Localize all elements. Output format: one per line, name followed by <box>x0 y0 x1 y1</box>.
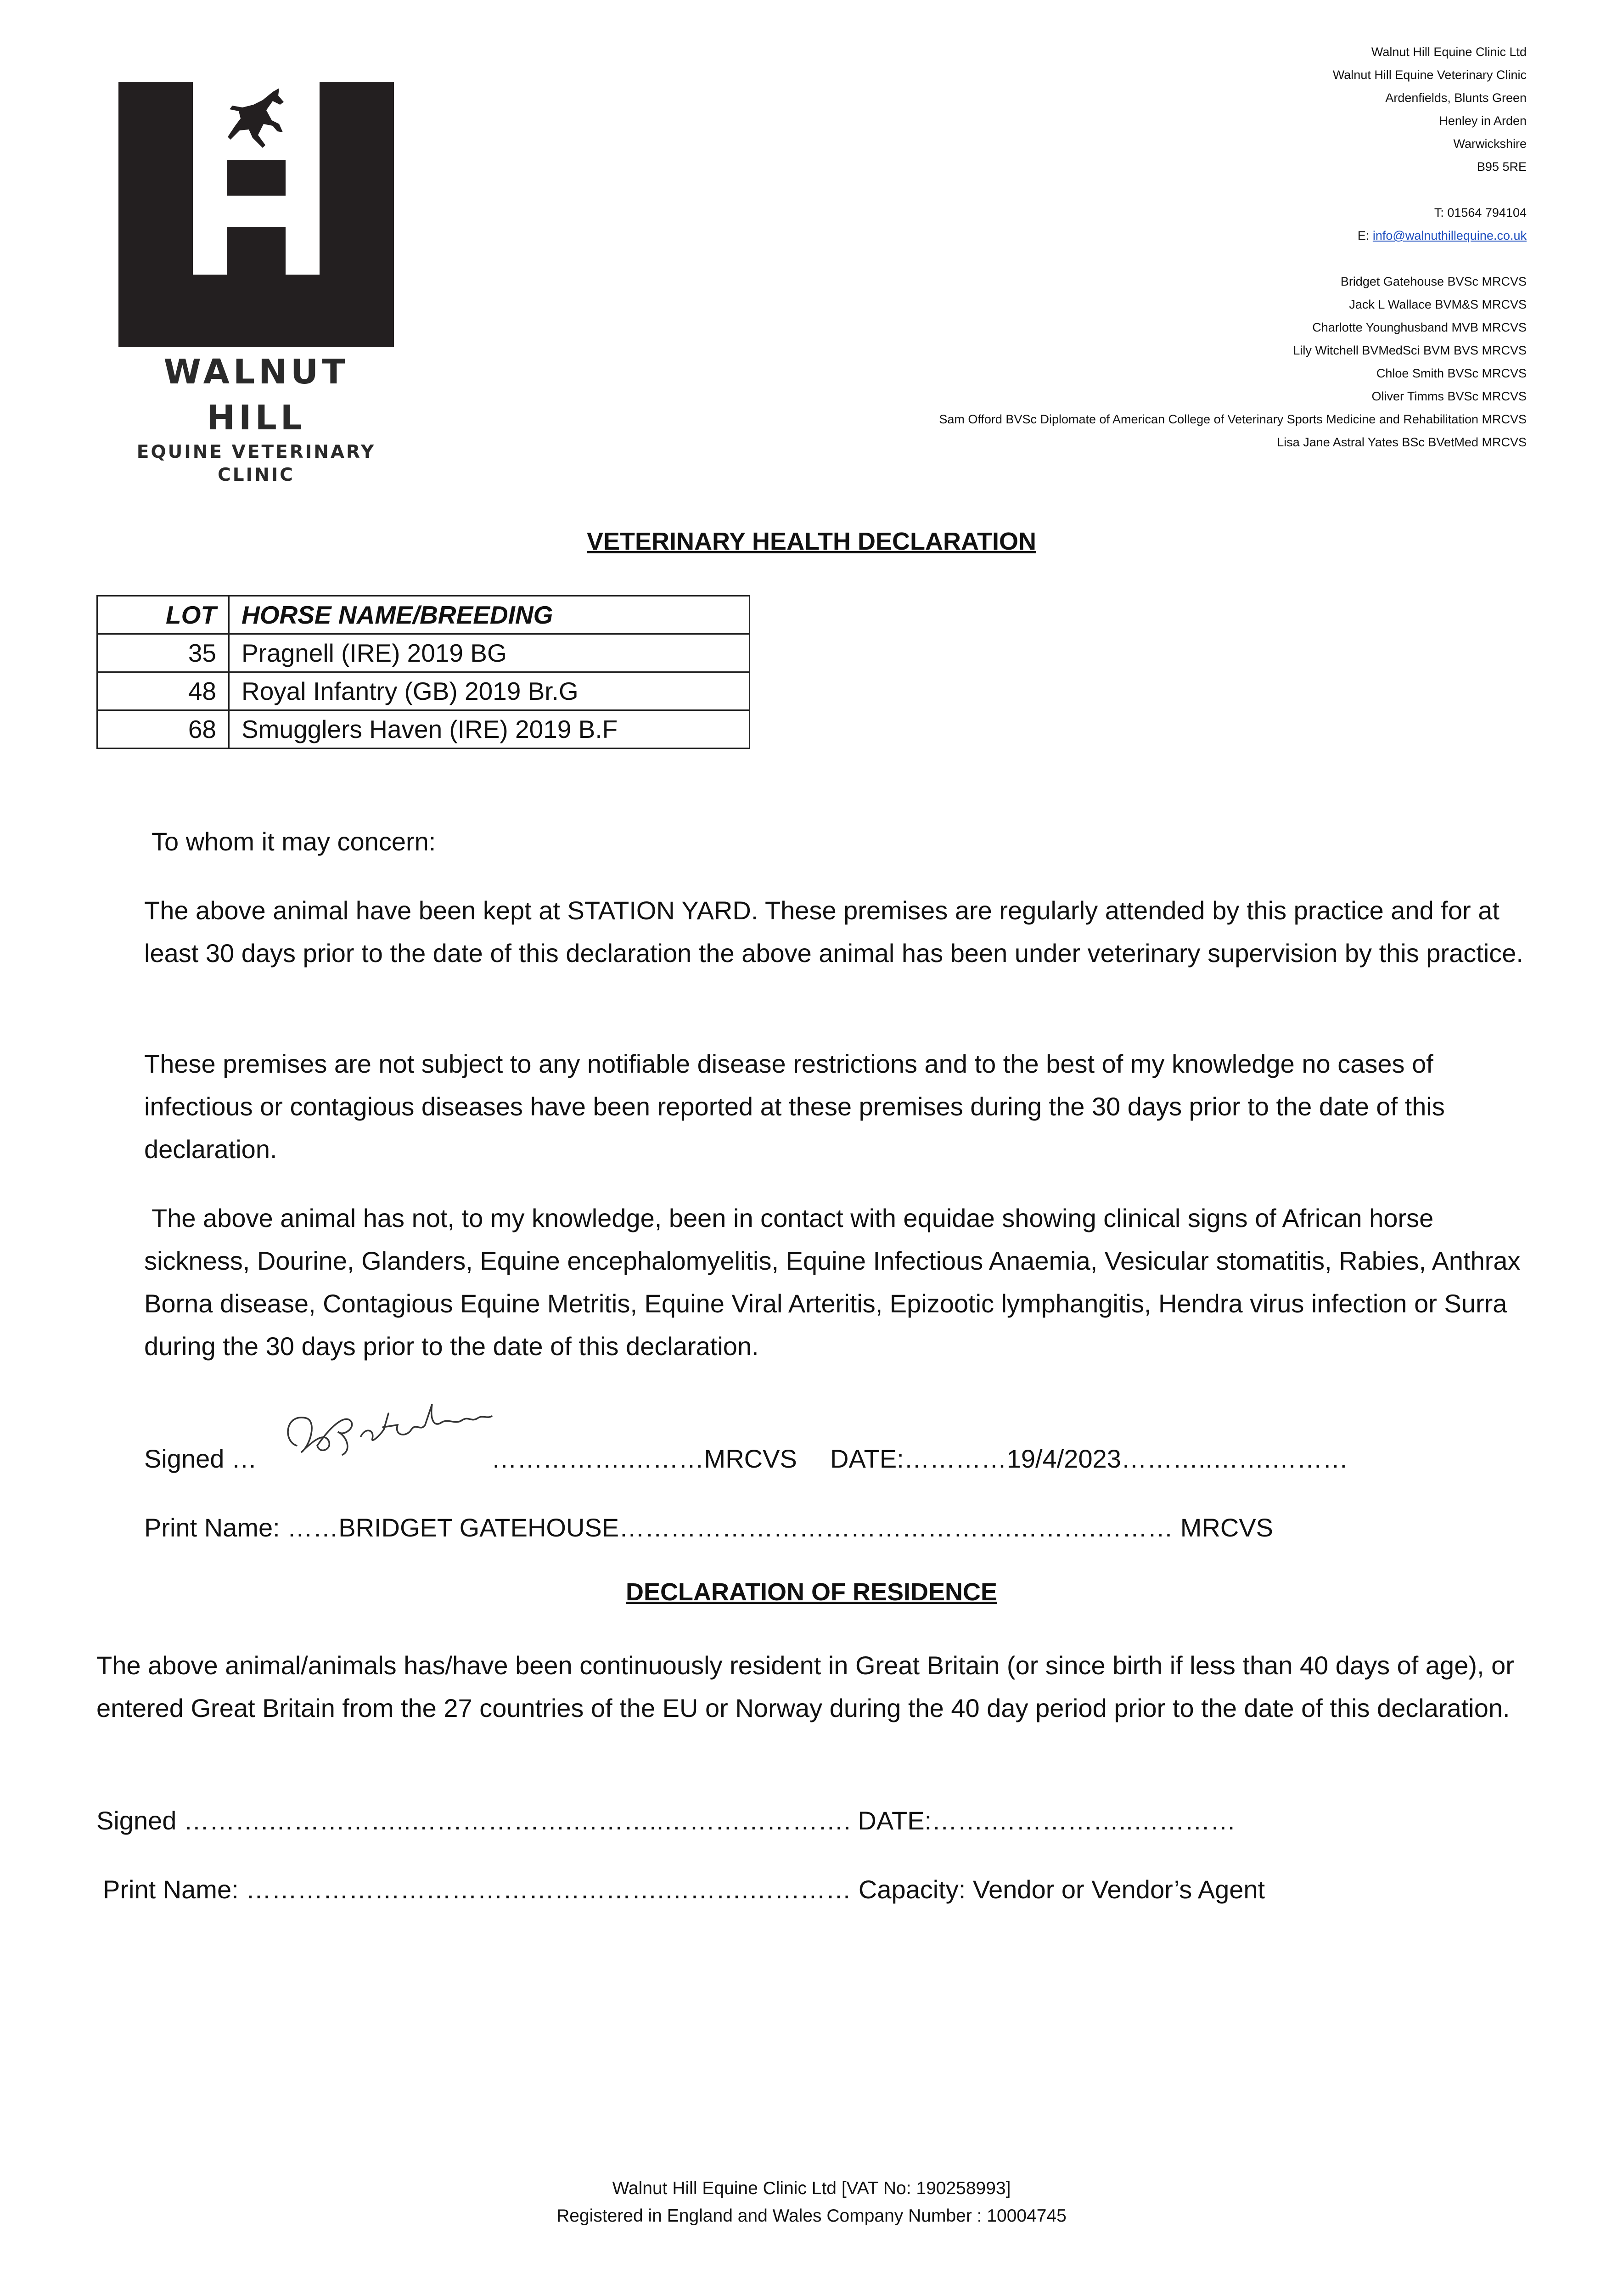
lot-number: 35 <box>97 634 229 672</box>
footer-company-number: Registered in England and Wales Company Number : 10004745 <box>556 2206 1067 2226</box>
email-link[interactable]: info@walnuthillequine.co.uk <box>1372 229 1527 242</box>
residence-paragraph: The above animal/animals has/have been continuously resident in Great Britain (or since birth if less than 40 days of age), or entered Great Britain from the 27 countries of the EU or Norway during the 40 day period prior to the date of this declaration. <box>96 1651 1514 1722</box>
salutation: To whom it may concern: <box>152 827 436 856</box>
address-line: B95 5RE <box>1477 160 1527 174</box>
body-paragraph-disease: These premises are not subject to any notifiable disease restrictions and to the best of my knowledge no cases of infectious or contagious diseases have been reported at these premises during the 30 days prior to the date of this declaration. <box>144 1049 1445 1164</box>
address-line: Walnut Hill Equine Clinic Ltd <box>1371 45 1527 59</box>
vet-name: Sam Offord BVSc Diplomate of American College of Veterinary Sports Medicine and Rehabilitation MRCVS <box>939 412 1527 426</box>
vet-name: Jack L Wallace BVM&S MRCVS <box>1349 298 1527 311</box>
lot-number: 48 <box>97 672 229 710</box>
page-title: VETERINARY HEALTH DECLARATION <box>586 528 1036 555</box>
handwritten-signature <box>274 1386 499 1473</box>
vet-print-name: Print Name: ……BRIDGET GATEHOUSE……………………………………….……….……… MRCVS <box>144 1513 1274 1542</box>
letterhead <box>700 40 1527 454</box>
horse-name: Smugglers Haven (IRE) 2019 B.F <box>229 710 750 748</box>
phone-number: T: 01564 794104 <box>1434 206 1527 219</box>
email-line <box>700 224 1527 247</box>
clinic-brand <box>118 349 394 487</box>
vet-name: Bridget Gatehouse BVSc MRCVS <box>1340 275 1527 288</box>
logo-letter-h-bar <box>193 196 320 227</box>
table-header-row <box>97 596 750 634</box>
brand-name: WALNUT HILL <box>163 352 349 438</box>
table-row <box>97 710 750 748</box>
address-line: Henley in Arden <box>1439 114 1527 128</box>
vet-name: Charlotte Younghusband MVB MRCVS <box>1312 321 1527 334</box>
residence-print-line: Print Name: ………………………………………….……….………… Capacity: Vendor or Vendor’s Agent <box>103 1875 1265 1904</box>
table-row <box>97 672 750 710</box>
vet-name: Chloe Smith BVSc MRCVS <box>1376 366 1527 380</box>
vet-name: Lily Witchell BVMedSci BVM BVS MRCVS <box>1293 343 1527 357</box>
page-footer <box>0 2175 1623 2230</box>
brand-subtitle: EQUINE VETERINARY CLINIC <box>136 442 376 485</box>
vet-signature-date: DATE:…………19/4/2023………..…….……… <box>830 1444 1348 1473</box>
address-line: Warwickshire <box>1453 137 1527 151</box>
horse-name: Royal Infantry (GB) 2019 Br.G <box>229 672 750 710</box>
lot-number: 68 <box>97 710 229 748</box>
lot-table <box>96 595 750 749</box>
body-paragraph-premises: The above animal have been kept at STATION YARD. These premises are regularly attended by this practice and for at least 30 days prior to the date of this declaration the above animal has been under veterinary supervision by this practice. <box>144 896 1523 968</box>
address-line: Walnut Hill Equine Veterinary Clinic <box>1332 68 1527 82</box>
vet-signed-label: Signed … <box>144 1444 257 1473</box>
body-paragraph-contact: The above animal has not, to my knowledge, been in contact with equidae showing clinical signs of African horse sickness, Dourine, Glanders, Equine encephalomyelitis, Equine Infectious Anaemia, Vesicular stomatitis, Rabies, Anthrax Borna disease, Contagious Equine Metritis, Equine Viral Arteritis, Epizootic lymphangitis, Hendra virus infection or Surra during the 30 days prior to the date of this declaration. <box>144 1204 1521 1361</box>
horse-icon <box>219 82 292 160</box>
vet-name: Oliver Timms BVSc MRCVS <box>1371 389 1527 403</box>
vet-name: Lisa Jane Astral Yates BSc BVetMed MRCVS <box>1277 435 1527 449</box>
email-prefix: E: <box>1357 229 1373 242</box>
address-line: Ardenfields, Blunts Green <box>1385 91 1527 105</box>
residence-title: DECLARATION OF RESIDENCE <box>625 1578 998 1606</box>
footer-vat: Walnut Hill Equine Clinic Ltd [VAT No: 190258993] <box>612 2178 1011 2198</box>
table-header-horse: HORSE NAME/BREEDING <box>229 596 750 634</box>
vet-signed-trail: …………….………MRCVS <box>491 1444 797 1473</box>
table-row <box>97 634 750 672</box>
residence-signed-line: Signed ……….……………..……………….………..…………………. DATE:…….……………..………… <box>96 1806 1236 1835</box>
table-header-lot: LOT <box>97 596 229 634</box>
horse-name: Pragnell (IRE) 2019 BG <box>229 634 750 672</box>
